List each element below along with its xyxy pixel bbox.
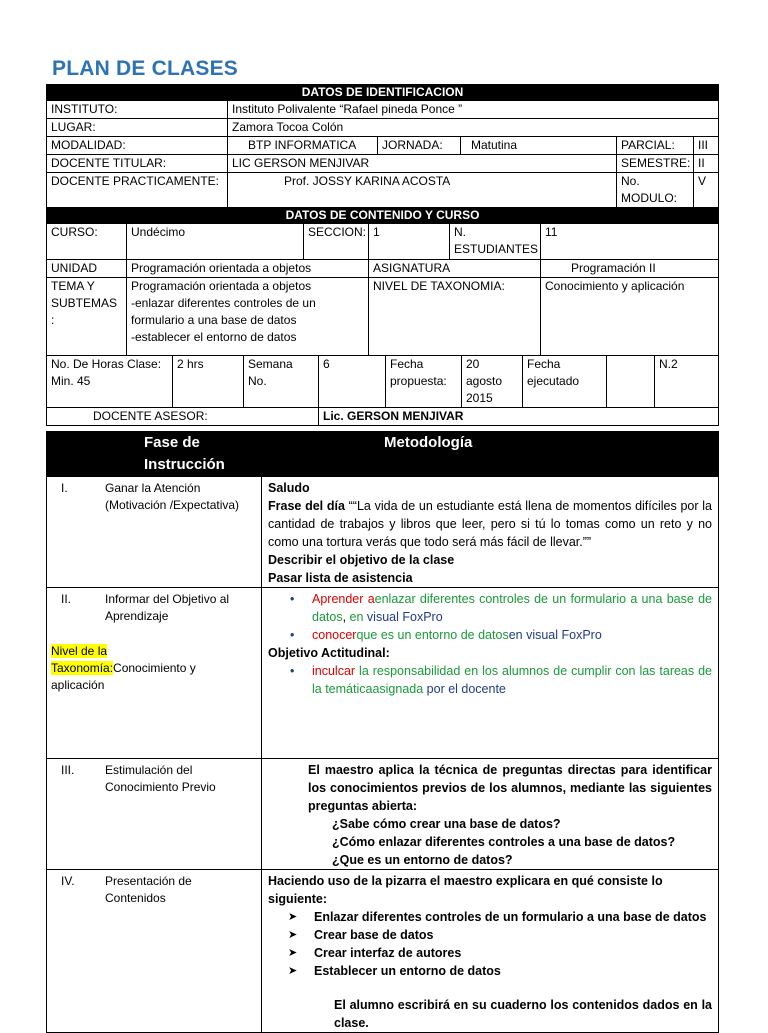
frase-text: ““La vida de un estudiante está llena de momentos difíciles por la cantidad de trabajos y libros que leer, pero si tú lo tomas como un reto y no como una tortura verás que todo será más fácil de llevar.”” <box>268 499 712 549</box>
phase-4-number: IV. <box>61 874 75 888</box>
phase-3-methodology <box>262 759 719 870</box>
objective-tool: por el docente <box>423 682 506 696</box>
instituto-label: INSTITUTO: <box>47 101 228 119</box>
semana-label: Semana No. <box>244 356 319 408</box>
curso-label: CURSO: <box>47 224 127 260</box>
phase-2-title-line-1: Informar del Objetivo al <box>105 592 230 606</box>
tema-line: formulario a una base de datos <box>131 313 297 327</box>
content-item <box>288 926 712 944</box>
content-item-text: Crear interfaz de autores <box>314 946 462 960</box>
objective-comma: , <box>342 610 350 624</box>
horas-label-line-1: No. De Horas Clase: <box>51 357 162 371</box>
tema-line: -establecer el entorno de datos <box>131 330 297 344</box>
instituto-value: Instituto Polivalente “Rafael pineda Ponce ” <box>228 101 719 119</box>
lugar-value: Zamora Tocoa Colón <box>228 119 719 137</box>
metodologia-header: Metodología <box>262 432 719 477</box>
n2-value: N.2 <box>655 356 719 408</box>
unidad-value: Programación orientada a objetos <box>127 260 369 278</box>
jornada-value: Matutina <box>461 137 617 155</box>
fecha-propuesta-label <box>386 356 462 408</box>
pasar-lista: Pasar lista de asistencia <box>268 571 413 585</box>
modulo-label: No. MODULO: <box>617 173 694 208</box>
docente-label: DOCENTE TITULAR: <box>47 155 228 173</box>
content-item-text: Enlazar diferentes controles de un formulario a una base de datos <box>314 910 707 924</box>
page-title: PLAN DE CLASES <box>52 57 238 80</box>
identification-header: DATOS DE IDENTIFICACION <box>47 85 719 101</box>
nivel-highlight-1: Nivel de la <box>51 644 108 658</box>
fecha-ejecutado-label-line-2: ejecutado <box>527 374 580 388</box>
fecha-propuesta-value-line-2: 2015 <box>466 391 493 405</box>
content-item-text: Establecer un entorno de datos <box>314 964 501 978</box>
content-item <box>288 944 712 962</box>
fecha-ejecutado-label <box>523 356 607 408</box>
phase-4-methodology <box>262 870 719 1033</box>
phases-table <box>46 431 719 1033</box>
content-table <box>46 223 719 356</box>
semana-value: 6 <box>319 356 386 408</box>
arrow-bullet-icon: ➤ <box>288 911 298 923</box>
objective-text: la responsabilidad en los alumnos de cumplir con las tareas de la temáticaasignada <box>312 664 712 696</box>
practicante-value: Prof. JOSSY KARINA ACOSTA <box>228 173 617 208</box>
attitudinal-list <box>268 662 712 698</box>
tema-label-line-2: SUBTEMAS <box>51 296 118 310</box>
objective-verb: conocer <box>312 628 357 642</box>
contenido-header: DATOS DE CONTENIDO Y CURSO <box>47 208 719 224</box>
phase-1-title-line-2: (Motivación /Expectativa) <box>105 498 240 512</box>
phase-1-title <box>47 477 262 588</box>
objective-text: enlazar diferentes controles de un formulario a una base de datos <box>312 592 712 624</box>
objective-verb: Aprender a <box>312 592 375 606</box>
curso-value: Undécimo <box>127 224 304 260</box>
estudiantes-label-line-2: ESTUDIANTES <box>454 242 539 256</box>
estudiantes-label <box>450 224 541 260</box>
phase-1-methodology <box>262 477 719 588</box>
phase-4-title <box>47 870 262 1033</box>
objective-item <box>312 626 712 644</box>
objective-text: que es un entorno de datos <box>356 628 509 642</box>
fecha-propuesta-label-line-2: propuesta: <box>390 374 447 388</box>
frase-label: Frase del día <box>268 499 349 513</box>
asignatura-label: ASIGNATURA <box>369 260 541 278</box>
arrow-bullet-icon: ➤ <box>288 929 298 941</box>
unidad-label: UNIDAD <box>47 260 127 278</box>
describir-objetivo: Describir el objetivo de la clase <box>268 553 455 567</box>
docente-value: LIC GERSON MENJIVAR <box>228 155 617 173</box>
nivel-taxonomia-label: NIVEL DE TAXONOMIA: <box>369 278 541 356</box>
saludo: Saludo <box>268 481 310 495</box>
tema-label-line-3: : <box>51 313 55 327</box>
semestre-value: II <box>694 155 719 173</box>
parcial-label: PARCIAL: <box>617 137 694 155</box>
semestre-label: SEMESTRE: <box>617 155 694 173</box>
question: ¿Cómo enlazar diferentes controles a una base de datos? <box>332 835 676 849</box>
arrow-bullet-icon: ➤ <box>288 965 298 977</box>
modulo-value: V <box>694 173 719 208</box>
horas-label-line-2: Min. 45 <box>51 374 91 388</box>
fecha-ejecutado-value <box>607 356 655 408</box>
modalidad-label: MODALIDAD: <box>47 137 228 155</box>
phase-4-closing: El alumno escribirá en su cuaderno los contenidos dados en la clase. <box>334 998 712 1030</box>
objective-tool: en visual FoxPro <box>508 628 602 642</box>
objective-item <box>312 662 712 698</box>
asignatura-value: Programación II <box>541 260 719 278</box>
phase-3-title-line-1: Estimulación del <box>105 763 193 777</box>
phase-3-title-line-2: Conocimiento Previo <box>105 780 216 794</box>
fecha-propuesta-value <box>462 356 523 408</box>
jornada-label: JORNADA: <box>378 137 461 155</box>
phase-3-text: El maestro aplica la técnica de preguntas directas para identificar los conocimientos previos de los alumnos, mediante las siguientes preguntas abierta: <box>308 763 712 813</box>
arrow-bullet-icon: ➤ <box>288 947 298 959</box>
question: ¿Que es un entorno de datos? <box>332 853 513 867</box>
seccion-label: SECCION: <box>304 224 369 260</box>
objetivo-actitudinal: Objetivo Actitudinal: <box>268 646 390 660</box>
schedule-table <box>46 355 719 426</box>
fecha-propuesta-value-line-1: 20 agosto <box>466 357 503 388</box>
tema-line: -enlazar diferentes controles de un <box>131 296 316 310</box>
practicante-label: DOCENTE PRACTICAMENTE: <box>47 173 228 208</box>
tema-label <box>47 278 127 356</box>
content-item-text: Crear base de datos <box>314 928 434 942</box>
phase-2-methodology <box>262 588 719 759</box>
phase-1-title-line-1: Ganar la Atención <box>105 481 201 495</box>
horas-value: 2 hrs <box>173 356 244 408</box>
phase-2-title-line-2: Aprendizaje <box>105 609 169 623</box>
fecha-ejecutado-label-line-1: Fecha <box>527 357 561 371</box>
fase-header: Fase de Instrucción <box>47 432 262 477</box>
objective-tool: visual FoxPro <box>363 610 443 624</box>
horas-label <box>47 356 173 408</box>
contents-list <box>268 908 712 980</box>
nivel-rest: Conocimiento y <box>113 661 196 675</box>
question: ¿Sabe cómo crear una base de datos? <box>332 817 561 831</box>
nivel-taxonomia-value: Conocimiento y aplicación <box>541 278 719 356</box>
fecha-propuesta-label-line-1: Fecha <box>390 357 424 371</box>
seccion-value: 1 <box>369 224 450 260</box>
objective-en: en <box>349 610 364 624</box>
phase-1-number: I. <box>61 481 68 495</box>
tema-value <box>127 278 369 356</box>
objectives-list <box>268 590 712 644</box>
tema-line: Programación orientada a objetos <box>131 279 312 293</box>
objective-item <box>312 590 712 626</box>
lugar-label: LUGAR: <box>47 119 228 137</box>
phase-3-title <box>47 759 262 870</box>
modalidad-value: BTP INFORMATICA <box>228 137 378 155</box>
phase-4-intro: Haciendo uso de la pizarra el maestro explicara en qué consiste lo siguiente: <box>268 874 663 906</box>
lesson-plan-document <box>46 84 718 1033</box>
phase-3-number: III. <box>61 763 75 777</box>
phase-4-title-line-2: Contenidos <box>105 891 166 905</box>
identification-table <box>46 84 719 224</box>
nivel-rest-2: aplicación <box>51 678 105 692</box>
content-item <box>288 908 712 926</box>
phase-4-title-line-1: Presentación de <box>105 874 192 888</box>
content-item <box>288 962 712 980</box>
phase-2-number: II. <box>61 592 72 606</box>
phase-2-title <box>47 588 262 759</box>
asesor-value: Lic. GERSON MENJIVAR <box>319 408 719 426</box>
parcial-value: III <box>694 137 719 155</box>
nivel-highlight-2: Taxonomía: <box>51 661 114 675</box>
objective-verb: inculcar <box>312 664 356 678</box>
estudiantes-label-line-1: N. <box>454 225 466 239</box>
asesor-label: DOCENTE ASESOR: <box>47 408 319 426</box>
estudiantes-value: 11 <box>541 224 719 260</box>
tema-label-line-1: TEMA Y <box>51 279 95 293</box>
